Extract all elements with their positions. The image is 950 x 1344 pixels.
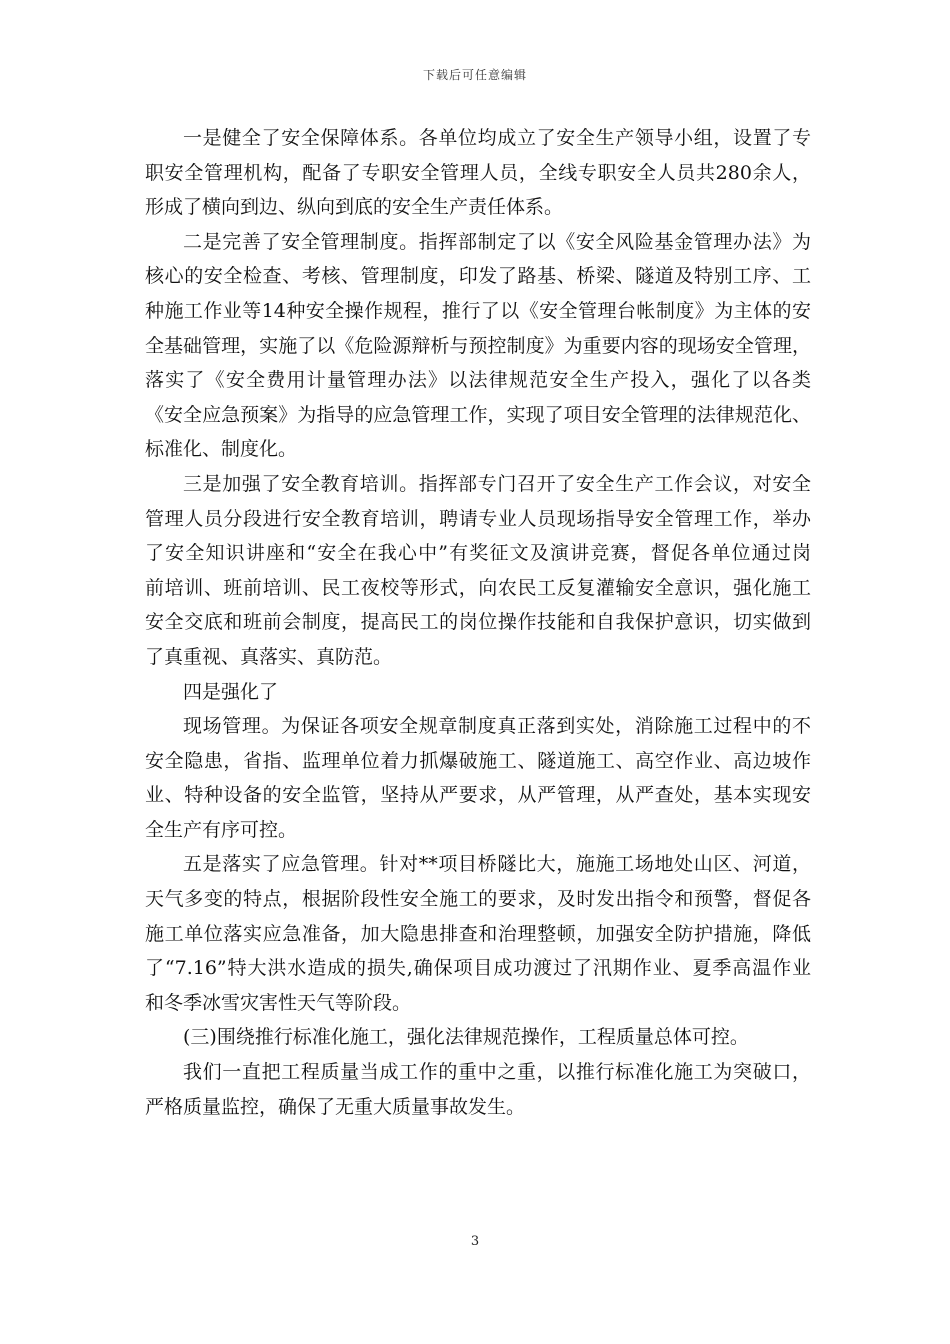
text-line: 业、特种设备的安全监管，坚持从严要求，从严管理，从严查处，基本实现安 — [145, 784, 811, 807]
text-line: 四是强化了 — [183, 680, 279, 703]
text-line: 天气多变的特点，根据阶段性安全施工的要求，及时发出指令和预警，督促各 — [145, 888, 811, 911]
text-line: 职安全管理机构，配备了专职安全管理人员，全线专职安全人员共280余人， — [145, 161, 811, 184]
text-line: 一是健全了安全保障体系。各单位均成立了安全生产领导小组，设置了专 — [183, 127, 811, 149]
text-line: 现场管理。为保证各项安全规章制度真正落到实处，消除施工过程中的不 — [183, 715, 811, 738]
text-line: (三)围绕推行标准化施工，强化法律规范操作，工程质量总体可控。 — [183, 1026, 749, 1049]
text-line: 和冬季冰雪灾害性天气等阶段。 — [145, 991, 412, 1014]
text-line: 我们一直把工程质量当成工作的重中之重，以推行标准化施工为突破口， — [183, 1061, 811, 1084]
text-line: 《安全应急预案》为指导的应急管理工作，实现了项目安全管理的法律规范化、 — [145, 403, 811, 426]
text-line: 核心的安全检查、考核、管理制度，印发了路基、桥梁、隧道及特别工序、工 — [145, 265, 811, 288]
text-line: 全生产有序可控。 — [145, 818, 298, 841]
text-line: 全基础管理，实施了以《危险源辩析与预控制度》为重要内容的现场安全管理， — [145, 334, 811, 357]
page-header: 下载后可任意编辑 — [422, 68, 527, 82]
text-line: 落实了《安全费用计量管理办法》以法律规范安全生产投入，强化了以各类 — [145, 369, 811, 392]
text-line: 标准化、制度化。 — [145, 438, 298, 461]
text-line: 管理人员分段进行安全教育培训，聘请专业人员现场指导安全管理工作，举办 — [145, 507, 811, 530]
text-line: 二是完善了安全管理制度。指挥部制定了以《安全风险基金管理办法》为 — [183, 230, 811, 253]
text-line: 了真重视、真落实、真防范。 — [145, 645, 393, 668]
text-line: 五是落实了应急管理。针对**项目桥隧比大，施施工场地处山区、河道， — [183, 853, 811, 876]
text-line: 三是加强了安全教育培训。指挥部专门召开了安全生产工作会议，对安全 — [183, 472, 811, 495]
text-line: 前培训、班前培训、民工夜校等形式，向农民工反复灌输安全意识，强化施工 — [145, 576, 811, 599]
text-line: 了“7.16”特大洪水造成的损失,确保项目成功渡过了汛期作业、夏季高温作业 — [145, 957, 811, 980]
page-number: 3 — [470, 1234, 480, 1249]
text-line: 安全隐患，省指、监理单位着力抓爆破施工、隧道施工、高空作业、高边坡作 — [145, 749, 811, 772]
document-body — [145, 121, 811, 1124]
text-line: 施工单位落实应急准备，加大隐患排查和治理整顿，加强安全防护措施，降低 — [145, 922, 811, 945]
text-line: 了安全知识讲座和“安全在我心中”有奖征文及演讲竞赛，督促各单位通过岗 — [145, 542, 811, 565]
text-line: 严格质量监控，确保了无重大质量事故发生。 — [145, 1095, 526, 1118]
text-line: 安全交底和班前会制度，提高民工的岗位操作技能和自我保护意识，切实做到 — [145, 611, 811, 634]
text-line: 形成了横向到边、纵向到底的安全生产责任体系。 — [145, 196, 564, 219]
text-line: 种施工作业等14种安全操作规程，推行了以《安全管理台帐制度》为主体的安 — [145, 299, 811, 322]
